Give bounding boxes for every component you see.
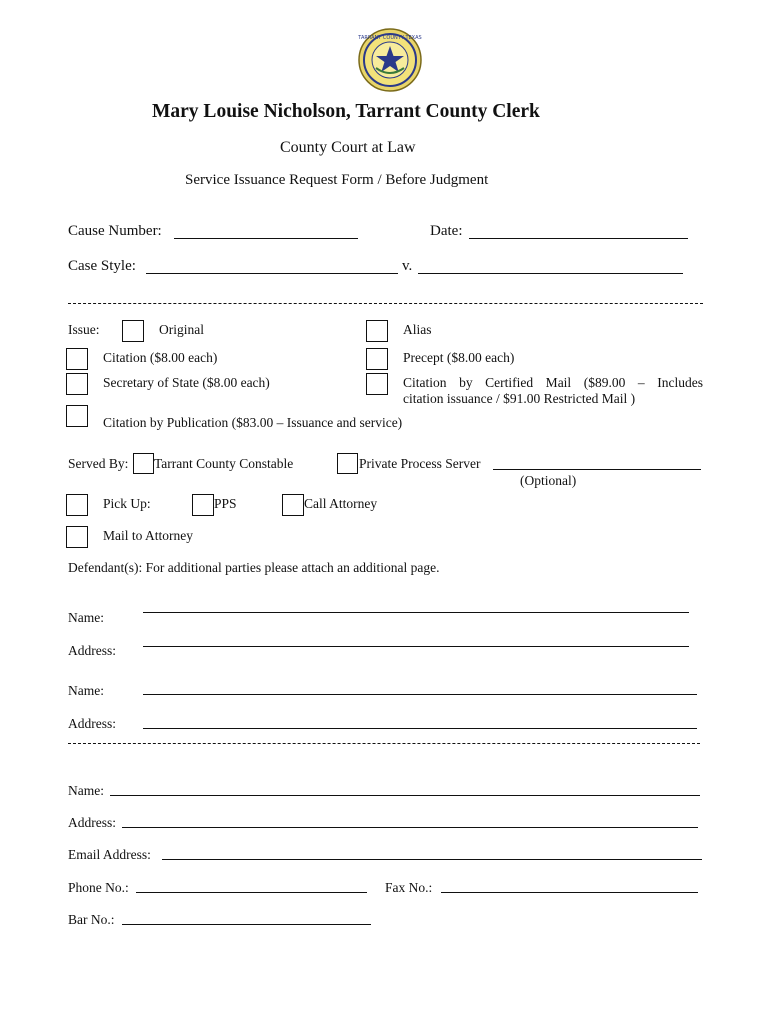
original-label: Original bbox=[159, 322, 204, 337]
precept-checkbox[interactable] bbox=[366, 348, 388, 370]
attorney-address-label: Address: bbox=[68, 815, 116, 830]
pickup-checkbox[interactable] bbox=[66, 494, 88, 516]
private-process-checkbox[interactable] bbox=[337, 453, 358, 474]
mail-attorney-checkbox[interactable] bbox=[66, 526, 88, 548]
cause-number-field[interactable] bbox=[174, 238, 358, 239]
bar-number-label: Bar No.: bbox=[68, 912, 115, 927]
publication-checkbox[interactable] bbox=[66, 405, 88, 427]
call-attorney-label: Call Attorney bbox=[304, 496, 378, 511]
email-label: Email Address: bbox=[68, 847, 151, 862]
versus-label: v. bbox=[402, 258, 413, 274]
defendants-note: Defendant(s): For additional parties please attach an additional page. bbox=[68, 560, 440, 575]
defendant2-address-label: Address: bbox=[68, 716, 116, 731]
pickup-label: Pick Up: bbox=[103, 496, 151, 511]
page-title: Mary Louise Nicholson, Tarrant County Clerk bbox=[152, 101, 540, 122]
precept-label: Precept ($8.00 each) bbox=[403, 350, 515, 365]
cause-number-label: Cause Number: bbox=[68, 223, 162, 239]
fax-label: Fax No.: bbox=[385, 880, 433, 895]
alias-checkbox[interactable] bbox=[366, 320, 388, 342]
citation-label: Citation ($8.00 each) bbox=[103, 350, 218, 365]
defendant2-address-line[interactable] bbox=[143, 728, 697, 729]
optional-note: (Optional) bbox=[520, 473, 577, 488]
county-seal-logo bbox=[358, 28, 422, 92]
phone-field[interactable] bbox=[136, 892, 367, 893]
attorney-address-field[interactable] bbox=[122, 827, 698, 828]
defendant1-address-line[interactable] bbox=[143, 646, 689, 647]
attorney-name-field[interactable] bbox=[110, 795, 700, 796]
email-field[interactable] bbox=[162, 859, 702, 860]
case-style-label: Case Style: bbox=[68, 258, 136, 274]
certified-mail-label-line1: Citation by Certified Mail ($89.00 – Includes bbox=[403, 375, 703, 390]
fax-field[interactable] bbox=[441, 892, 698, 893]
mail-attorney-label: Mail to Attorney bbox=[103, 528, 193, 543]
alias-label: Alias bbox=[403, 322, 432, 337]
secretary-of-state-checkbox[interactable] bbox=[66, 373, 88, 395]
constable-label: Tarrant County Constable bbox=[154, 456, 294, 471]
served-by-label: Served By: bbox=[68, 456, 129, 471]
attorney-name-label: Name: bbox=[68, 783, 104, 798]
original-checkbox[interactable] bbox=[122, 320, 144, 342]
certified-mail-checkbox[interactable] bbox=[366, 373, 388, 395]
case-style-defendant-field[interactable] bbox=[418, 273, 683, 274]
pps-label: PPS bbox=[214, 496, 237, 511]
section-divider-2 bbox=[68, 743, 700, 744]
form-title: Service Issuance Request Form / Before Judgment bbox=[185, 172, 489, 188]
defendant1-name-label: Name: bbox=[68, 610, 104, 625]
defendant1-address-label: Address: bbox=[68, 643, 116, 658]
call-attorney-checkbox[interactable] bbox=[282, 494, 304, 516]
citation-checkbox[interactable] bbox=[66, 348, 88, 370]
certified-mail-label-line2: citation issuance / $91.00 Restricted Mail ) bbox=[403, 391, 636, 406]
secretary-of-state-label: Secretary of State ($8.00 each) bbox=[103, 375, 270, 390]
case-style-plaintiff-field[interactable] bbox=[146, 273, 398, 274]
date-label: Date: bbox=[430, 223, 463, 239]
issue-label: Issue: bbox=[68, 322, 100, 337]
court-name: County Court at Law bbox=[280, 139, 416, 156]
defendant2-name-line[interactable] bbox=[143, 694, 697, 695]
date-field[interactable] bbox=[469, 238, 688, 239]
defendant2-name-label: Name: bbox=[68, 683, 104, 698]
private-process-label: Private Process Server bbox=[359, 456, 481, 471]
private-process-server-field[interactable] bbox=[493, 469, 701, 470]
pps-checkbox[interactable] bbox=[192, 494, 214, 516]
defendant1-name-line[interactable] bbox=[143, 612, 689, 613]
phone-label: Phone No.: bbox=[68, 880, 129, 895]
constable-checkbox[interactable] bbox=[133, 453, 154, 474]
section-divider bbox=[68, 303, 703, 304]
bar-number-field[interactable] bbox=[122, 924, 371, 925]
seal-text: TARRANT COUNTY TEXAS bbox=[358, 35, 422, 41]
publication-label: Citation by Publication ($83.00 – Issuance and service) bbox=[103, 415, 403, 430]
